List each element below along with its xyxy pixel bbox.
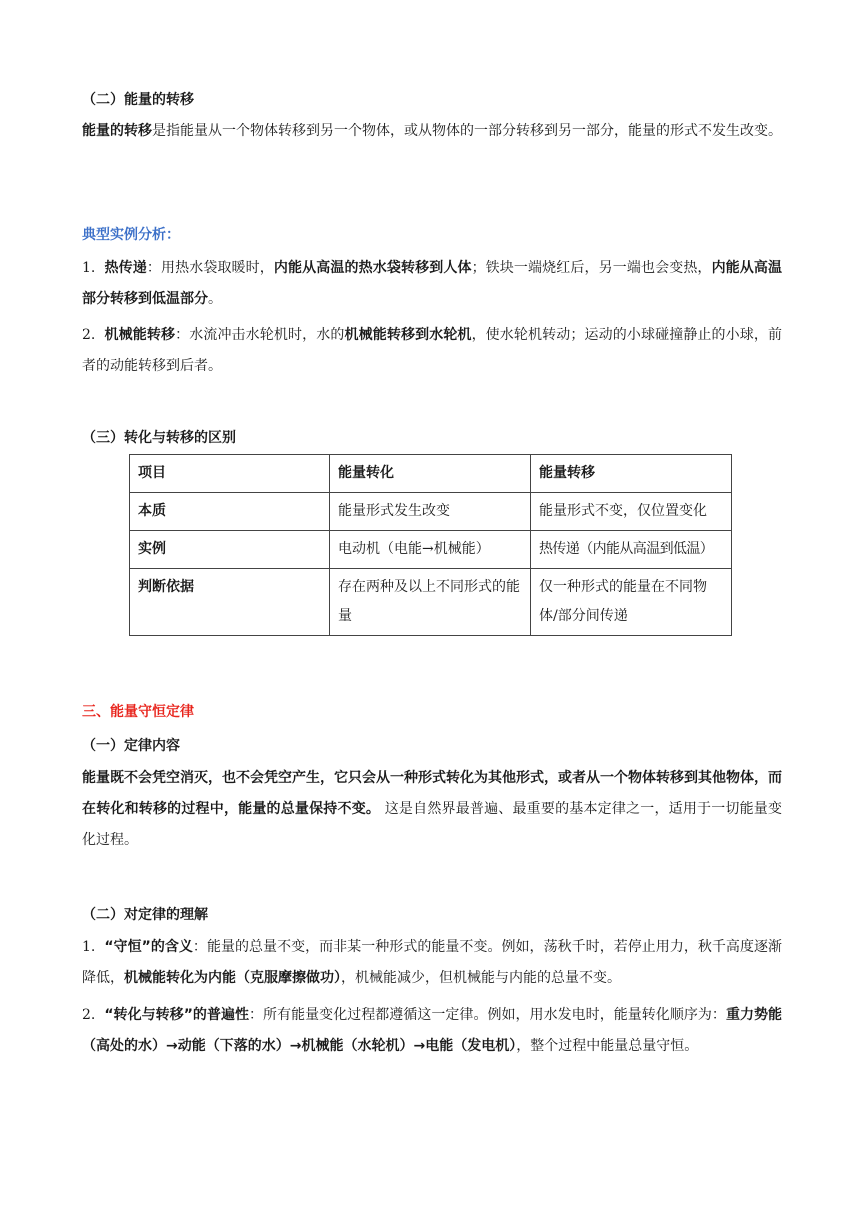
table-header-cell: 能量转移 [531, 455, 732, 493]
law-statement: 能量既不会凭空消灭，也不会凭空产生，它只会从一种形式转化为其他形式，或者从一个物体转移到其他物体，而在转化和转移的过程中，能量的总量保持不变。 这是自然界最普遍、最重要的基本定律之一，适用于一切能量变化过程。 [82, 770, 782, 848]
table-cell: 仅一种形式的能量在不同物体/部分间传递 [531, 569, 732, 636]
understanding-item-universality: 2. “转化与转移”的普遍性：所有能量变化过程都遵循这一定律。例如，用水发电时，能量转化顺序为：重力势能（高处的水）→动能（下落的水）→机械能（水轮机）→电能（发电机），整个过程中能量总量守恒。 [82, 1007, 783, 1054]
section-heading-difference: （三）转化与转移的区别 [82, 430, 236, 446]
law-statement-bold: 能量既不会凭空消灭，也不会凭空产生，它只会从一种形式转化为其他形式，或者从一个物体转移到其他物体，而在转化和转移的过程中，能量的总量保持不变。 [82, 770, 782, 817]
row-label: 本质 [130, 493, 330, 531]
understanding-item-conservation: 1. “守恒”的含义：能量的总量不变，而非某一种形式的能量不变。例如，荡秋千时，若停止用力，秋千高度逐渐降低，机械能转化为内能（克服摩擦做功），机械能减少，但机械能与内能的总量不变。 [82, 939, 783, 986]
table-header-row [130, 455, 732, 493]
example-item-mechanical-transfer: 2. 机械能转移：水流冲击水轮机时，水的机械能转移到水轮机，使水轮机转动；运动的小球碰撞静止的小球，前者的动能转移到后者。 [82, 327, 783, 374]
table-cell: 能量形式发生改变 [330, 493, 531, 531]
example-item-heat-transfer: 1. 热传递：用热水袋取暖时，内能从高温的热水袋转移到人体；铁块一端烧红后，另一端也会变热，内能从高温部分转移到低温部分。 [82, 260, 783, 307]
subheading-law-content: （一）定律内容 [82, 738, 180, 754]
subheading-law-understanding: （二）对定律的理解 [82, 907, 208, 923]
term-energy-transfer: 能量的转移 [82, 123, 152, 139]
row-label: 实例 [130, 531, 330, 569]
section-heading-energy-transfer: （二）能量的转移 [82, 92, 194, 108]
table-row [130, 531, 732, 569]
table-header-cell: 能量转化 [330, 455, 531, 493]
examples-heading: 典型实例分析： [82, 227, 180, 243]
section-heading-conservation-law: 三、能量守恒定律 [82, 704, 194, 720]
comparison-table [129, 454, 732, 636]
table-header-cell: 项目 [130, 455, 330, 493]
table-cell: 热传递（内能从高温到低温） [531, 531, 732, 569]
table-cell: 存在两种及以上不同形式的能量 [330, 569, 531, 636]
table-row [130, 493, 732, 531]
table-cell: 能量形式不变，仅位置变化 [531, 493, 732, 531]
table-row [130, 569, 732, 636]
row-label: 判断依据 [130, 569, 330, 636]
transfer-definition: 能量的转移是指能量从一个物体转移到另一个物体，或从物体的一部分转移到另一部分，能量的形式不发生改变。 [82, 123, 782, 139]
table-cell: 电动机（电能→机械能） [330, 531, 531, 569]
